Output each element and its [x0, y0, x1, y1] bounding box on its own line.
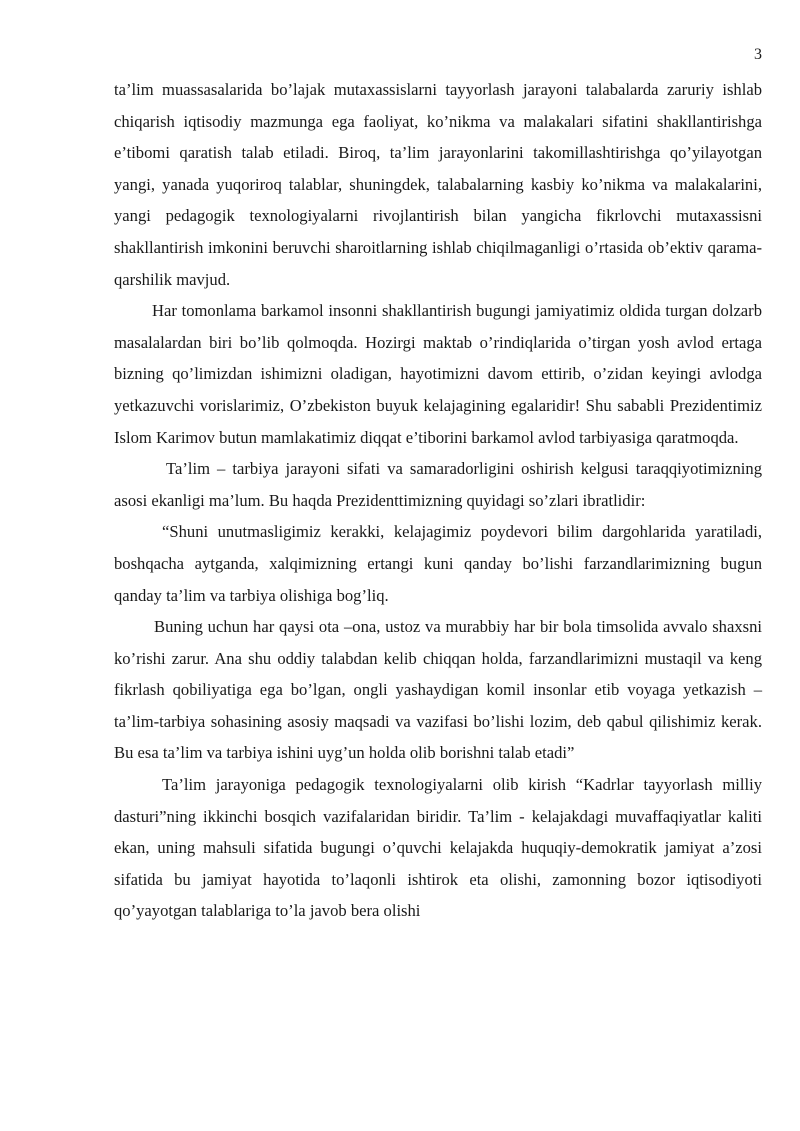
- paragraph-pedagogik-texnologiyalar: Ta’lim jarayoniga pedagogik texnologiyalarni olib kirish “Kadrlar tayyorlash milliy dasturi”ning ikkinchi bosqich vazifalaridan biridir. Ta’lim - kelajakdagi muvaffaqiyatlar kaliti ekan, uning mahsuli sifatida bugungi o’quvchi kelajakda huquqiy-demokratik jamiyat a’zosi sifatida bu jamiyat hayotida to’laqonli ishtirok eta olishi, zamonning bozor iqtisodiyoti qo’yayotgan talablariga to’la javob bera olishi: [114, 775, 762, 921]
- paragraph-quote-continuation: Buning uchun har qaysi ota –ona, ustoz va murabbiy har bir bola timsolida avvalo shaxsni ko’rishi zarur. Ana shu oddiy talabdan kelib chiqqan holda, farzandlarimizni mustaqil va keng fikrlash qobiliyatiga ega bo’lgan, ongli yashaydigan komil insonlar etib voyaga yetkazish – ta’lim-tarbiya sohasining asosiy maqsadi va vazifasi bo’lishi lozim, deb qabul qilishimiz kerak. Bu esa ta’lim va tarbiya ishini uyg’un holda olib borishni talab etadi”: [114, 617, 762, 763]
- paragraph-continuation: ta’lim muassasalarida bo’lajak mutaxassislarni tayyorlash jarayoni talabalarda zaruriy ishlab chiqarish iqtisodiy mazmunga ega faoliyat, ko’nikma va malakalari sifatini shakllantirishga e’tibomi qaratish talab etiladi. Biroq, ta’lim jarayonlarini takomillashtirishga qo’yilayotgan yangi, yanada yuqoriroq talablar, shuningdek, talabalarning kasbiy ko’nikma va malakalarini, yangi pedagogik texnologiyalarni rivojlantirish bilan yangicha fikrlovchi mutaxassisni shakllantirish imkonini beruvchi sharoitlarning ishlab chiqilmaganligi o’rtasida ob’ektiv qarama-qarshilik mavjud.: [114, 80, 762, 289]
- paragraph-talim-tarbiya: Ta’lim – tarbiya jarayoni sifati va samaradorligini oshirish kelgusi taraqqiyotimizning asosi ekanligi ma’lum. Bu haqda Prezidenttimizning quyidagi so’zlari ibratlidir:: [114, 459, 762, 510]
- page-number: 3: [754, 46, 762, 63]
- paragraph-barkamol-inson: Har tomonlama barkamol insonni shakllantirish bugungi jamiyatimiz oldida turgan dolzarb masalalardan biri bo’lib qolmoqda. Hozirgi maktab o’rindiqlarida o’tirgan yosh avlod ertaga bizning qo’limizdan ishimizni oladigan, hayotimizni davom ettirib, o’zidan keyingi avlodga yetkazuvchi vorislarimiz, O’zbekiston buyuk kelajagining egalaridir! Shu sababli Prezidentimiz Islom Karimov butun mamlakatimiz diqqat e’tiborini barkamol avlod tarbiyasiga qaratmoqda.: [114, 301, 762, 447]
- document-body: [114, 74, 762, 927]
- paragraph-quote-start: “Shuni unutmasligimiz kerakki, kelajagimiz poydevori bilim dargohlarida yaratiladi, boshqacha aytganda, xalqimizning ertangi kuni qanday bo’lishi farzandlarimizning bugun qanday ta’lim va tarbiya olishiga bog’liq.: [114, 522, 762, 605]
